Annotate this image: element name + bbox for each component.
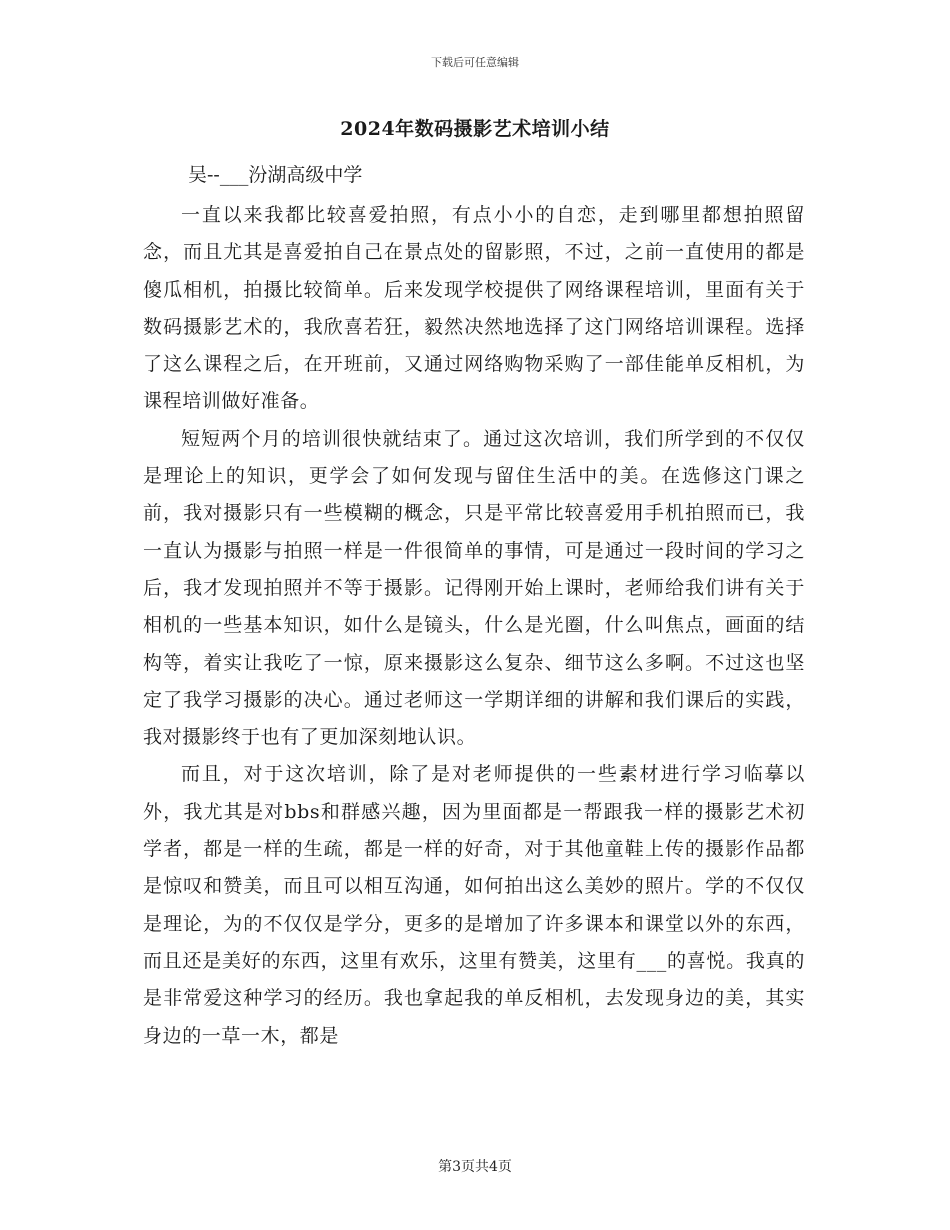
- paragraph: 短短两个月的培训很快就结束了。通过这次培训，我们所学到的不仅仅是理论上的知识，更学会了如何发现与留住生活中的美。在选修这门课之前，我对摄影只有一些模糊的概念，只是平常比较喜爱用手机拍照而已，我一直认为摄影与拍照一样是一件很简单的事情，可是通过一段时间的学习之后，我才发现拍照并不等于摄影。记得刚开始上课时，老师给我们讲有关于相机的一些基本知识，如什么是镜头，什么是光圈，什么叫焦点，画面的结构等，着实让我吃了一惊，原来摄影这么复杂、细节这么多啊。不过这也坚定了我学习摄影的决心。通过老师这一学期详细的讲解和我们课后的实践，我对摄影终于也有了更加深刻地认识。: [143, 427, 805, 749]
- document-title: 2024年数码摄影艺术培训小结: [340, 118, 610, 140]
- document-body: [143, 197, 805, 1055]
- paragraph: 而且，对于这次培训，除了是对老师提供的一些素材进行学习临摹以外，我尤其是对bbs和群感兴趣，因为里面都是一帮跟我一样的摄影艺术初学者，都是一样的生疏，都是一样的好奇，对于其他童鞋上传的摄影作品都是惊叹和赞美，而且可以相互沟通，如何拍出这么美妙的照片。学的不仅仅是理论，为的不仅仅是学分，更多的是增加了许多课本和课堂以外的东西，而且还是美好的东西，这里有欢乐，这里有赞美，这里有___的喜悦。我真的是非常爱这种学习的经历。我也拿起我的单反相机，去发现身边的美，其实身边的一草一木，都是: [143, 763, 805, 1047]
- page-footer: 第3页共4页: [438, 1159, 512, 1175]
- paragraph: 一直以来我都比较喜爱拍照，有点小小的自恋，走到哪里都想拍照留念，而且尤其是喜爱拍自己在景点处的留影照，不过，之前一直使用的都是傻瓜相机，拍摄比较简单。后来发现学校提供了网络课程培训，里面有关于数码摄影艺术的，我欣喜若狂，毅然决然地选择了这门网络培训课程。选择了这么课程之后，在开班前，又通过网络购物采购了一部佳能单反相机，为课程培训做好准备。: [143, 204, 805, 413]
- author-line: 吴--___汾湖高级中学: [188, 164, 363, 186]
- header-note: 下载后可任意编辑: [431, 56, 519, 69]
